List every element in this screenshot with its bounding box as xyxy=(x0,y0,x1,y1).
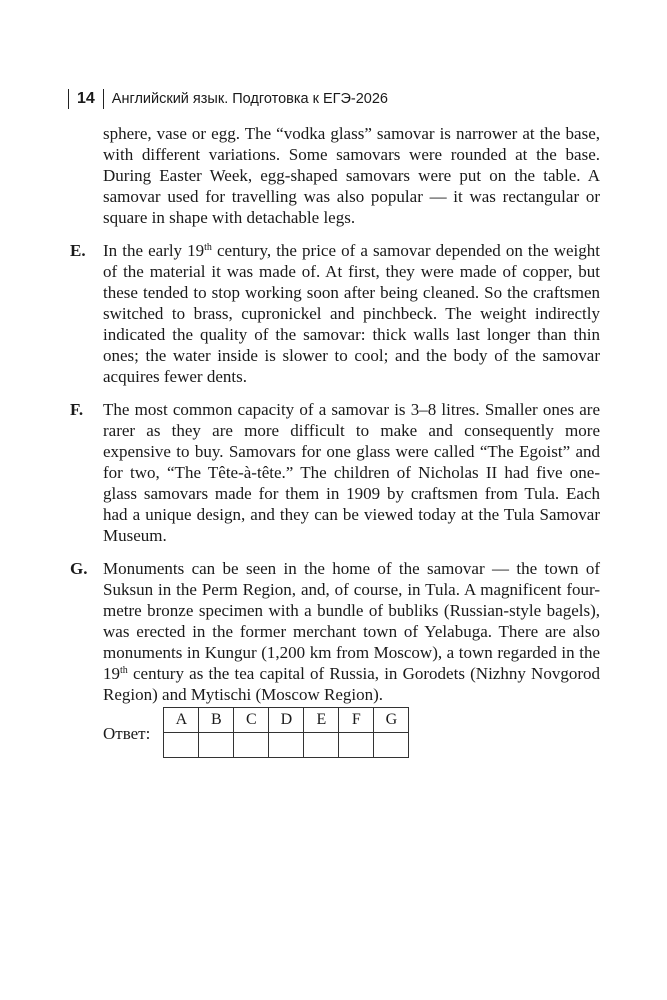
page-number: 14 xyxy=(77,90,95,107)
answer-input-row xyxy=(164,733,409,758)
section-letter: G. xyxy=(70,559,88,578)
answer-cell-a[interactable] xyxy=(164,733,199,758)
intro-paragraph: sphere, vase or egg. The “vodka glass” samovar is narrower at the base, with different variations. Some samovars were rounded at the base. During Easter Week, egg-shaped samovars were put on the table. A samovar used for travelling was also popular — it was rectangular or square in shape with detachable legs. xyxy=(103,124,600,227)
answer-block xyxy=(103,707,409,758)
section-e xyxy=(70,240,600,387)
answer-letter-b: B xyxy=(199,708,234,733)
answer-cell-b[interactable] xyxy=(199,733,234,758)
section-text: Monuments can be seen in the home of the samovar — the town of Suksun in the Perm Region, and, of course, in Tula. A magnificent four-metre bronze specimen with a bundle of bubliks (Russian-style bagels), was erected in the former merchant town of Yelabuga. There are also monuments in Kungur (1,200 km from Moscow), a town regarded in the 19th century as the tea capital of Russia, in Gorodets (Nizhny Novgorod Region) and Mytischi (Moscow Region). xyxy=(103,559,600,704)
answer-letter-g: G xyxy=(374,708,409,733)
answer-letter-d: D xyxy=(269,708,304,733)
header-left-rule xyxy=(68,89,69,109)
answer-letter-e: E xyxy=(304,708,339,733)
page-header xyxy=(68,88,388,110)
header-divider xyxy=(103,89,104,109)
section-g xyxy=(70,558,600,705)
section-text: In the early 19th century, the price of a samovar depended on the weight of the material it was made of. At first, they were made of copper, but these tended to stop working soon after being cleaned. So the craftsmen switched to brass, cupronickel and pinchbeck. The weight indirectly indicated the quality of the samovar: thick walls last longer than thin ones; the water inside is slower to cool; and the body of the samovar acquires fewer dents. xyxy=(103,241,601,386)
book-title: Английский язык. Подготовка к ЕГЭ-2026 xyxy=(111,91,388,107)
answer-grid xyxy=(163,707,409,758)
answer-letter-f: F xyxy=(339,708,374,733)
answer-letter-a: A xyxy=(164,708,199,733)
answer-letter-c: C xyxy=(234,708,269,733)
answer-header-row xyxy=(164,708,409,733)
answer-cell-f[interactable] xyxy=(339,733,374,758)
section-letter: F. xyxy=(70,400,84,419)
answer-cell-g[interactable] xyxy=(374,733,409,758)
answer-cell-c[interactable] xyxy=(234,733,269,758)
section-text: The most common capacity of a samovar is 3–8 litres. Smaller ones are rarer as they are more difficult to make and consequently more expensive to buy. Samovars for one glass were called “The Egoist” and for two, “The Tête-à-tête.” The children of Nicholas II had five one-glass samovars made for them in 1909 by craftsmen from Tula. Each had a unique design, and they can be viewed today at the Tula Samovar Museum. xyxy=(103,400,600,545)
page-content xyxy=(70,123,600,705)
answer-cell-d[interactable] xyxy=(269,733,304,758)
answer-label: Ответ: xyxy=(103,723,151,743)
section-letter: E. xyxy=(70,241,86,260)
answer-cell-e[interactable] xyxy=(304,733,339,758)
section-f xyxy=(70,399,600,546)
